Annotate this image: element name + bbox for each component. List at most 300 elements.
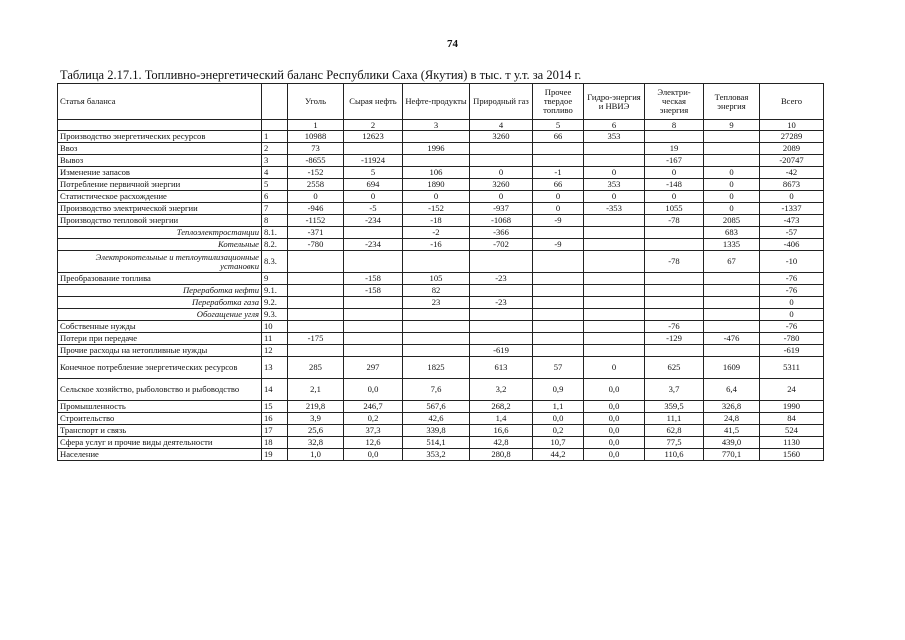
column-number: 10 bbox=[760, 120, 824, 131]
value-cell: 110,6 bbox=[645, 449, 704, 461]
value-cell bbox=[704, 297, 760, 309]
value-cell: -371 bbox=[288, 227, 344, 239]
value-cell: -76 bbox=[645, 321, 704, 333]
row-label: Потери при передаче bbox=[58, 333, 262, 345]
value-cell bbox=[344, 309, 403, 321]
row-number: 1 bbox=[262, 131, 288, 143]
value-cell: -76 bbox=[760, 321, 824, 333]
value-cell: 0 bbox=[470, 167, 533, 179]
table-row bbox=[58, 239, 824, 251]
value-cell bbox=[584, 155, 645, 167]
value-cell bbox=[470, 251, 533, 273]
value-cell bbox=[584, 297, 645, 309]
value-cell bbox=[533, 297, 584, 309]
value-cell: -702 bbox=[470, 239, 533, 251]
value-cell: 73 bbox=[288, 143, 344, 155]
column-header: Всего bbox=[760, 84, 824, 120]
value-cell bbox=[288, 273, 344, 285]
value-cell: 0,9 bbox=[533, 379, 584, 401]
value-cell: 57 bbox=[533, 357, 584, 379]
value-cell bbox=[584, 227, 645, 239]
value-cell bbox=[584, 285, 645, 297]
table-body bbox=[58, 131, 824, 461]
value-cell bbox=[533, 309, 584, 321]
row-label: Сфера услуг и прочие виды деятельности bbox=[58, 437, 262, 449]
value-cell: 24 bbox=[760, 379, 824, 401]
value-cell: 0 bbox=[344, 191, 403, 203]
value-cell: 7,6 bbox=[403, 379, 470, 401]
column-number: 5 bbox=[533, 120, 584, 131]
column-number-row bbox=[58, 120, 824, 131]
row-label: Производство электрической энергии bbox=[58, 203, 262, 215]
value-cell bbox=[403, 309, 470, 321]
value-cell: -158 bbox=[344, 285, 403, 297]
value-cell: 2089 bbox=[760, 143, 824, 155]
row-label: Ввоз bbox=[58, 143, 262, 155]
value-cell: 0 bbox=[403, 191, 470, 203]
row-number: 19 bbox=[262, 449, 288, 461]
row-number: 13 bbox=[262, 357, 288, 379]
value-cell: 42,8 bbox=[470, 437, 533, 449]
row-label: Переработка нефти bbox=[58, 285, 262, 297]
value-cell bbox=[403, 333, 470, 345]
value-cell bbox=[533, 251, 584, 273]
row-number: 7 bbox=[262, 203, 288, 215]
table-row bbox=[58, 215, 824, 227]
column-header: Тепловая энергия bbox=[704, 84, 760, 120]
table-row bbox=[58, 449, 824, 461]
column-number: 8 bbox=[645, 120, 704, 131]
row-label: Транспорт и связь bbox=[58, 425, 262, 437]
value-cell: -78 bbox=[645, 251, 704, 273]
value-cell: 0 bbox=[584, 357, 645, 379]
row-label: Переработка газа bbox=[58, 297, 262, 309]
value-cell bbox=[584, 273, 645, 285]
value-cell: 5 bbox=[344, 167, 403, 179]
value-cell: 0,2 bbox=[344, 413, 403, 425]
value-cell: -16 bbox=[403, 239, 470, 251]
value-cell bbox=[584, 309, 645, 321]
value-cell: 27289 bbox=[760, 131, 824, 143]
row-number: 9.2. bbox=[262, 297, 288, 309]
value-cell: 1996 bbox=[403, 143, 470, 155]
value-cell: 77,5 bbox=[645, 437, 704, 449]
value-cell: -129 bbox=[645, 333, 704, 345]
column-number: 3 bbox=[403, 120, 470, 131]
row-label: Собственные нужды bbox=[58, 321, 262, 333]
value-cell: -8655 bbox=[288, 155, 344, 167]
value-cell: 0,0 bbox=[584, 437, 645, 449]
row-label: Население bbox=[58, 449, 262, 461]
value-cell: 0 bbox=[645, 191, 704, 203]
value-cell bbox=[288, 345, 344, 357]
value-cell: 1609 bbox=[704, 357, 760, 379]
column-header: Электри-ческая энергия bbox=[645, 84, 704, 120]
value-cell bbox=[584, 239, 645, 251]
row-label: Прочие расходы на нетопливные нужды bbox=[58, 345, 262, 357]
row-number: 8.3. bbox=[262, 251, 288, 273]
row-number: 3 bbox=[262, 155, 288, 167]
table-row bbox=[58, 285, 824, 297]
value-cell: 0,0 bbox=[584, 379, 645, 401]
value-cell bbox=[533, 321, 584, 333]
value-cell: 1,4 bbox=[470, 413, 533, 425]
value-cell: -473 bbox=[760, 215, 824, 227]
value-cell: 16,6 bbox=[470, 425, 533, 437]
value-cell: -20747 bbox=[760, 155, 824, 167]
value-cell: -1337 bbox=[760, 203, 824, 215]
value-cell: 0,0 bbox=[533, 413, 584, 425]
table-row bbox=[58, 227, 824, 239]
value-cell bbox=[645, 285, 704, 297]
row-label: Изменение запасов bbox=[58, 167, 262, 179]
value-cell bbox=[533, 273, 584, 285]
column-header: Нефте-продукты bbox=[403, 84, 470, 120]
row-number: 9.3. bbox=[262, 309, 288, 321]
value-cell bbox=[533, 143, 584, 155]
value-cell: 0 bbox=[533, 203, 584, 215]
value-cell: 613 bbox=[470, 357, 533, 379]
value-cell: 2085 bbox=[704, 215, 760, 227]
value-cell: -619 bbox=[760, 345, 824, 357]
value-cell: 0 bbox=[704, 167, 760, 179]
value-cell: 82 bbox=[403, 285, 470, 297]
value-cell: -148 bbox=[645, 179, 704, 191]
table-row bbox=[58, 425, 824, 437]
value-cell: 0 bbox=[288, 191, 344, 203]
value-cell: 3260 bbox=[470, 179, 533, 191]
value-cell: -76 bbox=[760, 285, 824, 297]
column-header: Статья баланса bbox=[58, 84, 262, 120]
value-cell: 0,0 bbox=[344, 379, 403, 401]
row-number: 16 bbox=[262, 413, 288, 425]
value-cell: -234 bbox=[344, 239, 403, 251]
value-cell: 2558 bbox=[288, 179, 344, 191]
column-header: Сырая нефть bbox=[344, 84, 403, 120]
column-header bbox=[262, 84, 288, 120]
row-label: Производство энергетических ресурсов bbox=[58, 131, 262, 143]
row-number: 8.1. bbox=[262, 227, 288, 239]
value-cell: -167 bbox=[645, 155, 704, 167]
value-cell bbox=[288, 321, 344, 333]
value-cell: -946 bbox=[288, 203, 344, 215]
value-cell: -57 bbox=[760, 227, 824, 239]
value-cell: 106 bbox=[403, 167, 470, 179]
value-cell: 246,7 bbox=[344, 401, 403, 413]
value-cell bbox=[533, 333, 584, 345]
value-cell: 0,0 bbox=[584, 413, 645, 425]
value-cell: 1560 bbox=[760, 449, 824, 461]
value-cell: 353 bbox=[584, 131, 645, 143]
value-cell: 219,8 bbox=[288, 401, 344, 413]
value-cell bbox=[704, 155, 760, 167]
value-cell bbox=[645, 239, 704, 251]
row-number: 15 bbox=[262, 401, 288, 413]
value-cell: 0,0 bbox=[584, 401, 645, 413]
table-row bbox=[58, 191, 824, 203]
value-cell: -18 bbox=[403, 215, 470, 227]
column-header: Прочее твердое топливо bbox=[533, 84, 584, 120]
row-label: Вывоз bbox=[58, 155, 262, 167]
table-row bbox=[58, 143, 824, 155]
value-cell bbox=[344, 227, 403, 239]
value-cell bbox=[403, 131, 470, 143]
value-cell: 1,1 bbox=[533, 401, 584, 413]
value-cell bbox=[645, 309, 704, 321]
value-cell bbox=[344, 143, 403, 155]
value-cell: 625 bbox=[645, 357, 704, 379]
value-cell: 3,9 bbox=[288, 413, 344, 425]
value-cell: 683 bbox=[704, 227, 760, 239]
table-row bbox=[58, 413, 824, 425]
value-cell: -937 bbox=[470, 203, 533, 215]
value-cell: 19 bbox=[645, 143, 704, 155]
value-cell: -5 bbox=[344, 203, 403, 215]
value-cell: 25,6 bbox=[288, 425, 344, 437]
energy-balance-table bbox=[57, 83, 824, 461]
value-cell: 66 bbox=[533, 131, 584, 143]
value-cell: 12623 bbox=[344, 131, 403, 143]
row-number: 12 bbox=[262, 345, 288, 357]
value-cell: -78 bbox=[645, 215, 704, 227]
row-label: Обогащение угля bbox=[58, 309, 262, 321]
value-cell bbox=[288, 309, 344, 321]
value-cell: -619 bbox=[470, 345, 533, 357]
value-cell bbox=[344, 333, 403, 345]
table-row bbox=[58, 131, 824, 143]
value-cell: 297 bbox=[344, 357, 403, 379]
table-row bbox=[58, 273, 824, 285]
value-cell: 694 bbox=[344, 179, 403, 191]
value-cell bbox=[470, 285, 533, 297]
value-cell bbox=[288, 285, 344, 297]
value-cell: 3,2 bbox=[470, 379, 533, 401]
value-cell: -366 bbox=[470, 227, 533, 239]
value-cell: 84 bbox=[760, 413, 824, 425]
row-label: Электрокотельные и теплоутилизационные установки bbox=[58, 251, 262, 273]
value-cell: 42,6 bbox=[403, 413, 470, 425]
value-cell bbox=[533, 155, 584, 167]
table-title: Таблица 2.17.1. Топливно-энергетический баланс Республики Саха (Якутия) в тыс. т у.т. за 2014 г. bbox=[60, 68, 582, 82]
value-cell bbox=[584, 321, 645, 333]
value-cell: 339,8 bbox=[403, 425, 470, 437]
value-cell: -76 bbox=[760, 273, 824, 285]
row-label: Промышленность bbox=[58, 401, 262, 413]
value-cell bbox=[704, 131, 760, 143]
value-cell: 0,0 bbox=[584, 449, 645, 461]
value-cell: -780 bbox=[288, 239, 344, 251]
value-cell bbox=[403, 345, 470, 357]
value-cell: 6,4 bbox=[704, 379, 760, 401]
row-number: 14 bbox=[262, 379, 288, 401]
value-cell bbox=[704, 321, 760, 333]
column-number bbox=[262, 120, 288, 131]
table-row bbox=[58, 203, 824, 215]
value-cell bbox=[584, 345, 645, 357]
table-row bbox=[58, 345, 824, 357]
row-label: Котельные bbox=[58, 239, 262, 251]
row-number: 8.2. bbox=[262, 239, 288, 251]
row-label: Потребление первичной энергии bbox=[58, 179, 262, 191]
value-cell bbox=[704, 285, 760, 297]
column-header: Уголь bbox=[288, 84, 344, 120]
value-cell: -175 bbox=[288, 333, 344, 345]
value-cell: -406 bbox=[760, 239, 824, 251]
value-cell bbox=[344, 345, 403, 357]
value-cell: 353 bbox=[584, 179, 645, 191]
value-cell bbox=[344, 321, 403, 333]
value-cell: 5311 bbox=[760, 357, 824, 379]
value-cell bbox=[288, 297, 344, 309]
value-cell bbox=[533, 285, 584, 297]
value-cell: -1 bbox=[533, 167, 584, 179]
value-cell bbox=[403, 251, 470, 273]
value-cell: 567,6 bbox=[403, 401, 470, 413]
value-cell: 44,2 bbox=[533, 449, 584, 461]
row-label: Теплоэлектростанции bbox=[58, 227, 262, 239]
value-cell bbox=[704, 309, 760, 321]
table-row bbox=[58, 297, 824, 309]
value-cell bbox=[704, 345, 760, 357]
value-cell bbox=[403, 155, 470, 167]
value-cell: 280,8 bbox=[470, 449, 533, 461]
value-cell: -9 bbox=[533, 239, 584, 251]
value-cell: 24,8 bbox=[704, 413, 760, 425]
header-row bbox=[58, 84, 824, 120]
value-cell: 0 bbox=[704, 179, 760, 191]
value-cell bbox=[645, 297, 704, 309]
value-cell bbox=[533, 227, 584, 239]
value-cell: -476 bbox=[704, 333, 760, 345]
value-cell: 0 bbox=[584, 167, 645, 179]
value-cell: 0 bbox=[704, 203, 760, 215]
value-cell bbox=[584, 251, 645, 273]
value-cell: 770,1 bbox=[704, 449, 760, 461]
value-cell: 0 bbox=[704, 191, 760, 203]
table-row bbox=[58, 333, 824, 345]
value-cell bbox=[645, 131, 704, 143]
value-cell: 105 bbox=[403, 273, 470, 285]
value-cell bbox=[584, 333, 645, 345]
value-cell bbox=[470, 309, 533, 321]
value-cell: 0,2 bbox=[533, 425, 584, 437]
row-number: 8 bbox=[262, 215, 288, 227]
value-cell bbox=[288, 251, 344, 273]
value-cell: 1130 bbox=[760, 437, 824, 449]
value-cell: 62,8 bbox=[645, 425, 704, 437]
row-number: 18 bbox=[262, 437, 288, 449]
value-cell: -23 bbox=[470, 297, 533, 309]
row-number: 2 bbox=[262, 143, 288, 155]
row-label: Строительство bbox=[58, 413, 262, 425]
value-cell: 8673 bbox=[760, 179, 824, 191]
value-cell: -10 bbox=[760, 251, 824, 273]
table-row bbox=[58, 357, 824, 379]
value-cell bbox=[470, 155, 533, 167]
value-cell: 67 bbox=[704, 251, 760, 273]
row-number: 6 bbox=[262, 191, 288, 203]
row-label: Конечное потребление энергетических ресурсов bbox=[58, 357, 262, 379]
column-number: 1 bbox=[288, 120, 344, 131]
row-label: Сельское хозяйство, рыболовство и рыбоводство bbox=[58, 379, 262, 401]
value-cell bbox=[344, 297, 403, 309]
value-cell: 0 bbox=[470, 191, 533, 203]
value-cell: 1055 bbox=[645, 203, 704, 215]
value-cell bbox=[470, 321, 533, 333]
value-cell: 66 bbox=[533, 179, 584, 191]
value-cell: 37,3 bbox=[344, 425, 403, 437]
value-cell: -152 bbox=[288, 167, 344, 179]
value-cell: 3,7 bbox=[645, 379, 704, 401]
value-cell: 0 bbox=[760, 309, 824, 321]
value-cell bbox=[344, 251, 403, 273]
value-cell: 32,8 bbox=[288, 437, 344, 449]
value-cell: 0,0 bbox=[584, 425, 645, 437]
value-cell bbox=[645, 345, 704, 357]
column-number: 2 bbox=[344, 120, 403, 131]
column-header: Природный газ bbox=[470, 84, 533, 120]
value-cell: 1335 bbox=[704, 239, 760, 251]
value-cell: 0,0 bbox=[344, 449, 403, 461]
column-header: Гидро-энергия и НВИЭ bbox=[584, 84, 645, 120]
value-cell: -42 bbox=[760, 167, 824, 179]
value-cell: 439,0 bbox=[704, 437, 760, 449]
value-cell: 359,5 bbox=[645, 401, 704, 413]
row-number: 4 bbox=[262, 167, 288, 179]
value-cell: -9 bbox=[533, 215, 584, 227]
value-cell: 0 bbox=[584, 191, 645, 203]
row-number: 10 bbox=[262, 321, 288, 333]
value-cell: 353,2 bbox=[403, 449, 470, 461]
value-cell: 514,1 bbox=[403, 437, 470, 449]
value-cell bbox=[584, 143, 645, 155]
value-cell: 1890 bbox=[403, 179, 470, 191]
row-number: 9 bbox=[262, 273, 288, 285]
value-cell: -234 bbox=[344, 215, 403, 227]
value-cell: 10988 bbox=[288, 131, 344, 143]
table-row bbox=[58, 251, 824, 273]
value-cell: -780 bbox=[760, 333, 824, 345]
value-cell: 11,1 bbox=[645, 413, 704, 425]
value-cell: 1990 bbox=[760, 401, 824, 413]
value-cell: 23 bbox=[403, 297, 470, 309]
value-cell bbox=[470, 333, 533, 345]
value-cell: -1068 bbox=[470, 215, 533, 227]
row-number: 17 bbox=[262, 425, 288, 437]
row-label: Производство тепловой энергии bbox=[58, 215, 262, 227]
value-cell: 3260 bbox=[470, 131, 533, 143]
value-cell: 0 bbox=[760, 191, 824, 203]
value-cell: 326,8 bbox=[704, 401, 760, 413]
value-cell: 1,0 bbox=[288, 449, 344, 461]
value-cell: 524 bbox=[760, 425, 824, 437]
value-cell: 268,2 bbox=[470, 401, 533, 413]
column-number bbox=[58, 120, 262, 131]
page-number: 74 bbox=[447, 38, 458, 50]
value-cell bbox=[584, 215, 645, 227]
value-cell: 2,1 bbox=[288, 379, 344, 401]
table-row bbox=[58, 179, 824, 191]
value-cell bbox=[704, 273, 760, 285]
value-cell: -152 bbox=[403, 203, 470, 215]
value-cell: 10,7 bbox=[533, 437, 584, 449]
column-number: 9 bbox=[704, 120, 760, 131]
value-cell: 1825 bbox=[403, 357, 470, 379]
value-cell bbox=[704, 143, 760, 155]
row-number: 5 bbox=[262, 179, 288, 191]
value-cell: -353 bbox=[584, 203, 645, 215]
value-cell: -23 bbox=[470, 273, 533, 285]
